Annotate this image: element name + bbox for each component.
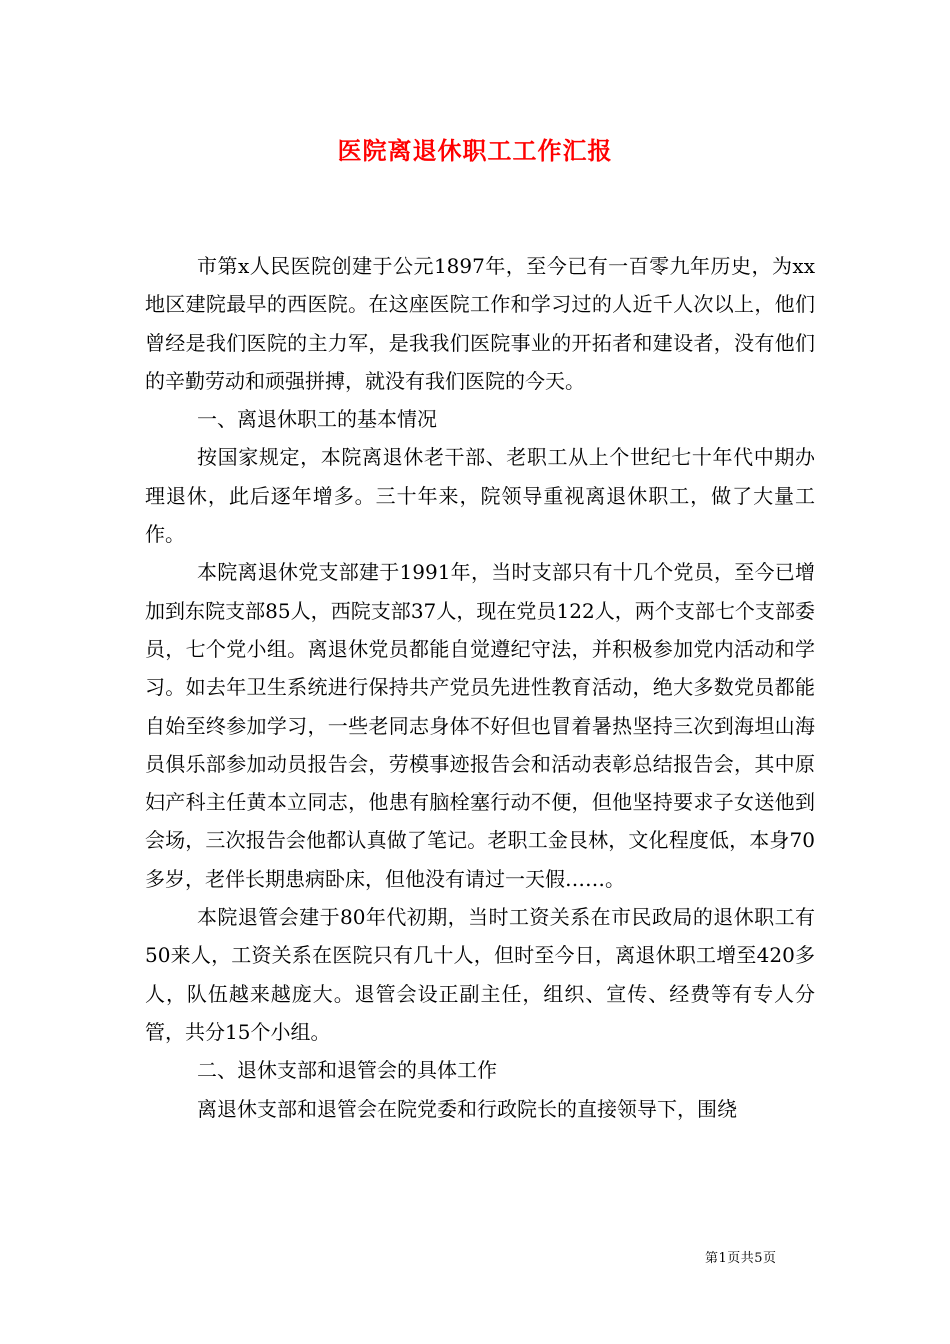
paragraph-retirement-committee: 本院退管会建于80年代初期，当时工资关系在市民政局的退休职工有50来人，工资关系在医院只有几十人，但时至今日，离退休职工增至420多人，队伍越来越庞大。退管会设正副主任，组织、宣传、经费等有专人分管，共分15个小组。 xyxy=(145,905,815,1044)
document-body xyxy=(145,247,815,1128)
section-heading-2: 二、退休支部和退管会的具体工作 xyxy=(197,1058,497,1083)
section-heading-1: 一、离退休职工的基本情况 xyxy=(197,407,437,432)
paragraph-intro: 市第x人民医院创建于公元1897年，至今已有一百零九年历史，为xx地区建院最早的西医院。在这座医院工作和学习过的人近千人次以上，他们曾经是我们医院的主力军，是我我们医院事业的开拓者和建设者，没有他们的辛勤劳动和顽强拼搏，就没有我们医院的今天。 xyxy=(145,254,815,393)
page-number-footer: 第1页共5页 xyxy=(705,1251,777,1266)
paragraph-party-branch: 本院离退休党支部建于1991年，当时支部只有十几个党员，至今已增加到东院支部85人，西院支部37人，现在党员122人，两个支部七个支部委员，七个党小组。离退休党员都能自觉遵纪守法，并积极参加党内活动和学习。如去年卫生系统进行保持共产党员先进性教育活动，绝大多数党员都能自始至终参加学习，一些老同志身体不好但也冒着暑热坚持三次到海坦山海员俱乐部参加动员报告会，劳模事迹报告会和活动表彰总结报告会，其中原妇产科主任黄本立同志，他患有脑栓塞行动不便，但他坚持要求子女送他到会场，三次报告会他都认真做了笔记。老职工金艮林，文化程度低，本身70多岁，老伴长期患病卧床，但他没有请过一天假……。 xyxy=(145,560,815,891)
paragraph-specific-work: 离退休支部和退管会在院党委和行政院长的直接领导下，围绕 xyxy=(197,1096,737,1121)
paragraph-basic-situation: 按国家规定，本院离退休老干部、老职工从上个世纪七十年代中期办理退休，此后逐年增多。三十年来，院领导重视离退休职工，做了大量工作。 xyxy=(145,445,815,547)
document-title: 医院离退休职工工作汇报 xyxy=(337,136,613,165)
